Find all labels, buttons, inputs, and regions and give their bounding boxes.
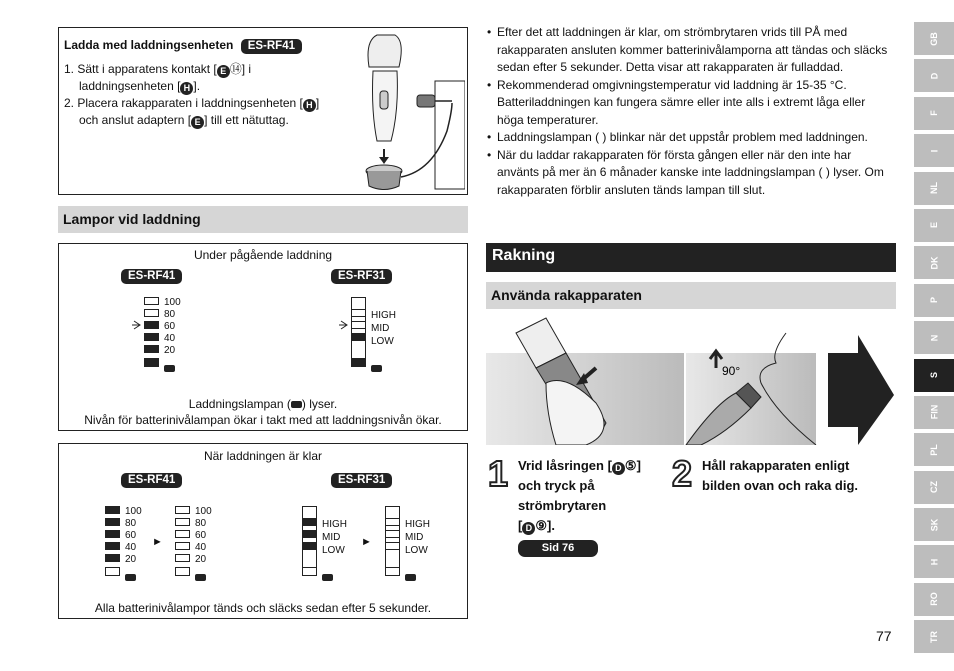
lamps-heading: Lampor vid laddning: [58, 206, 468, 233]
step-number-1: 1: [488, 453, 509, 494]
battery-indicator-rf31: [351, 297, 411, 377]
battery-indicator-rf41: [144, 297, 204, 377]
language-tab-gb[interactable]: [914, 22, 954, 55]
step-number-2: 2: [672, 453, 693, 494]
plug-icon: [371, 365, 382, 372]
charging-steps: [64, 61, 354, 129]
language-tab-label: N: [929, 334, 939, 341]
battery-bar: [144, 333, 159, 341]
battery-bar: [144, 345, 159, 353]
charging-step-1: 1. Sätt i apparatens kontakt [ E ⑭] i: [64, 62, 252, 76]
battery-indicator-rf41-lit: 100 80 60 40 20: [105, 506, 150, 586]
model-badge-b: ES-RF31: [331, 269, 392, 284]
language-tab-e[interactable]: [914, 209, 954, 242]
plug-icon: [405, 574, 416, 581]
part-h-icon: H: [180, 82, 193, 95]
language-tab-ro[interactable]: [914, 583, 954, 616]
done-title: När laddningen är klar: [203, 449, 323, 463]
plug-icon: [291, 401, 302, 408]
language-tab-label: E: [928, 222, 939, 229]
battery-indicator-rf41-off: 100 80 60 40 20: [175, 506, 220, 586]
language-tab-cz[interactable]: [914, 471, 954, 504]
language-tab-dk[interactable]: [914, 246, 954, 279]
part-e-icon: E: [217, 65, 230, 78]
part-h-icon: H: [303, 99, 316, 112]
page-ref-link[interactable]: Sid 76: [518, 540, 598, 557]
arrow-icon: ►: [361, 536, 372, 548]
model-badge-a: ES-RF41: [121, 473, 182, 488]
language-tab-label: PL: [928, 444, 939, 456]
charging-lamp: [144, 358, 159, 367]
step-2-text: Håll rakapparaten enligt bilden ovan och raka dig.: [702, 458, 859, 493]
language-tab-label: S: [928, 372, 939, 379]
language-tab-p[interactable]: [914, 284, 954, 317]
angle-label: 90°: [722, 364, 741, 378]
charging-unit-title-text: Ladda med laddningsenheten: [64, 38, 234, 52]
blink-icon: [132, 319, 144, 331]
arrow-icon: ►: [152, 536, 163, 548]
level-label: 60: [164, 321, 176, 332]
level-label: HIGH: [371, 310, 396, 321]
battery-bar: [144, 297, 159, 305]
level-note: Nivån för batterinivålampan ökar i takt med att laddningsnivån ökar.: [84, 413, 442, 427]
level-label: LOW: [371, 336, 394, 347]
charging-title: Under pågående laddning: [193, 248, 333, 262]
charging-unit-box: [58, 27, 468, 195]
part-d-icon: D: [612, 462, 625, 475]
note-item: • Laddningslampan ( ) blinkar när det uppstår problem med laddningen.: [485, 129, 895, 147]
charging-notes: [485, 24, 895, 199]
language-tab-sk[interactable]: [914, 508, 954, 541]
level-label: 100: [164, 297, 181, 308]
charging-lamps-box: [58, 243, 468, 431]
language-tab-fin[interactable]: [914, 396, 954, 429]
language-tab-nl[interactable]: [914, 172, 954, 205]
model-badge-a: ES-RF41: [121, 269, 182, 284]
charging-stand-illustration: [357, 31, 465, 191]
language-tab-n[interactable]: [914, 321, 954, 354]
part-d-icon: D: [522, 522, 535, 535]
model-badge-b: ES-RF31: [331, 473, 392, 488]
charging-lamp-note: Laddningslampan ( ) lyser.: [188, 397, 338, 411]
step-1-text: Vrid låsringen [ D ⑤] och tryck på strömbrytaren [ D ⑨].: [518, 458, 641, 533]
plug-icon: [164, 365, 175, 372]
note-item: • Efter det att laddningen är klar, om strömbrytaren vrids till PÅ med rakapparaten ansluten kommer batterinivålamporna att tändas och släcks sedan efter 5 sekunder. Detta visar att rakapparaten är fulladdad.: [485, 24, 895, 77]
model-badge: ES-RF41: [241, 39, 302, 54]
language-tab-f[interactable]: [914, 97, 954, 130]
charging-unit-title: [64, 38, 302, 54]
level-label: 80: [164, 309, 176, 320]
language-tab-label: P: [928, 297, 939, 304]
plug-icon: [195, 574, 206, 581]
battery-indicator-rf31-lit: HIGH MID LOW: [302, 506, 352, 586]
battery-indicator-rf31-off: HIGH MID LOW: [385, 506, 435, 586]
plug-icon: [322, 574, 333, 581]
part-e-icon: E: [191, 116, 204, 129]
battery-bar: [144, 309, 159, 317]
language-tabs: [914, 22, 954, 658]
language-tab-pl[interactable]: [914, 433, 954, 466]
language-tab-label: TR: [929, 630, 939, 643]
language-tab-label: H: [929, 558, 939, 566]
charging-step-2: 2. Placera rakapparaten i laddningsenheten [ H ]: [64, 96, 320, 110]
language-tab-i[interactable]: [914, 134, 954, 167]
level-label: MID: [371, 323, 390, 334]
charging-step-1b: laddningsenheten [ H ].: [79, 79, 201, 93]
level-label: 40: [164, 333, 176, 344]
charging-step-2b: och anslut adaptern [ E ] till ett nätuttag.: [79, 113, 289, 127]
language-tab-label: F: [929, 110, 939, 117]
shaving-subheading: Använda rakapparaten: [486, 282, 896, 309]
shaving-illustration: [486, 313, 896, 445]
language-tab-label: D: [929, 72, 939, 80]
shaving-heading: Rakning: [486, 243, 896, 272]
language-tab-tr[interactable]: [914, 620, 954, 653]
language-tab-d[interactable]: [914, 59, 954, 92]
battery-bar-blinking: [144, 321, 159, 329]
language-tab-label: RO: [929, 592, 939, 607]
indicator-frame: [351, 297, 366, 367]
charged-lamps-box: [58, 443, 468, 619]
note-item: • När du laddar rakapparaten för första gången eller när den inte har använts på mer än 6 månader kanske inte laddningslampan ( ) lyser. Om rakapparaten förblir ansluten tänds lampan till slut.: [485, 147, 895, 200]
language-tab-label: DK: [929, 256, 939, 270]
done-note: Alla batterinivålampor tänds och släcks sedan efter 5 sekunder.: [94, 601, 432, 615]
language-tab-label: FIN: [929, 405, 939, 420]
note-item: • Rekommenderad omgivningstemperatur vid laddning är 15-35 °C. Batteriladdningen kan fungera sämre eller inte alls i extremt låga eller höga temperaturer.: [485, 77, 895, 130]
language-tab-label: NL: [929, 182, 939, 195]
language-tab-h[interactable]: [914, 545, 954, 578]
language-tab-s[interactable]: [914, 359, 954, 392]
language-tab-label: CZ: [929, 481, 939, 494]
page-number: 77: [876, 628, 892, 644]
blink-icon: [339, 319, 351, 331]
language-tab-label: SK: [928, 518, 939, 531]
plug-icon: [125, 574, 136, 581]
language-tab-label: GB: [929, 31, 939, 46]
language-tab-label: I: [928, 149, 939, 152]
level-label: 20: [164, 345, 176, 356]
